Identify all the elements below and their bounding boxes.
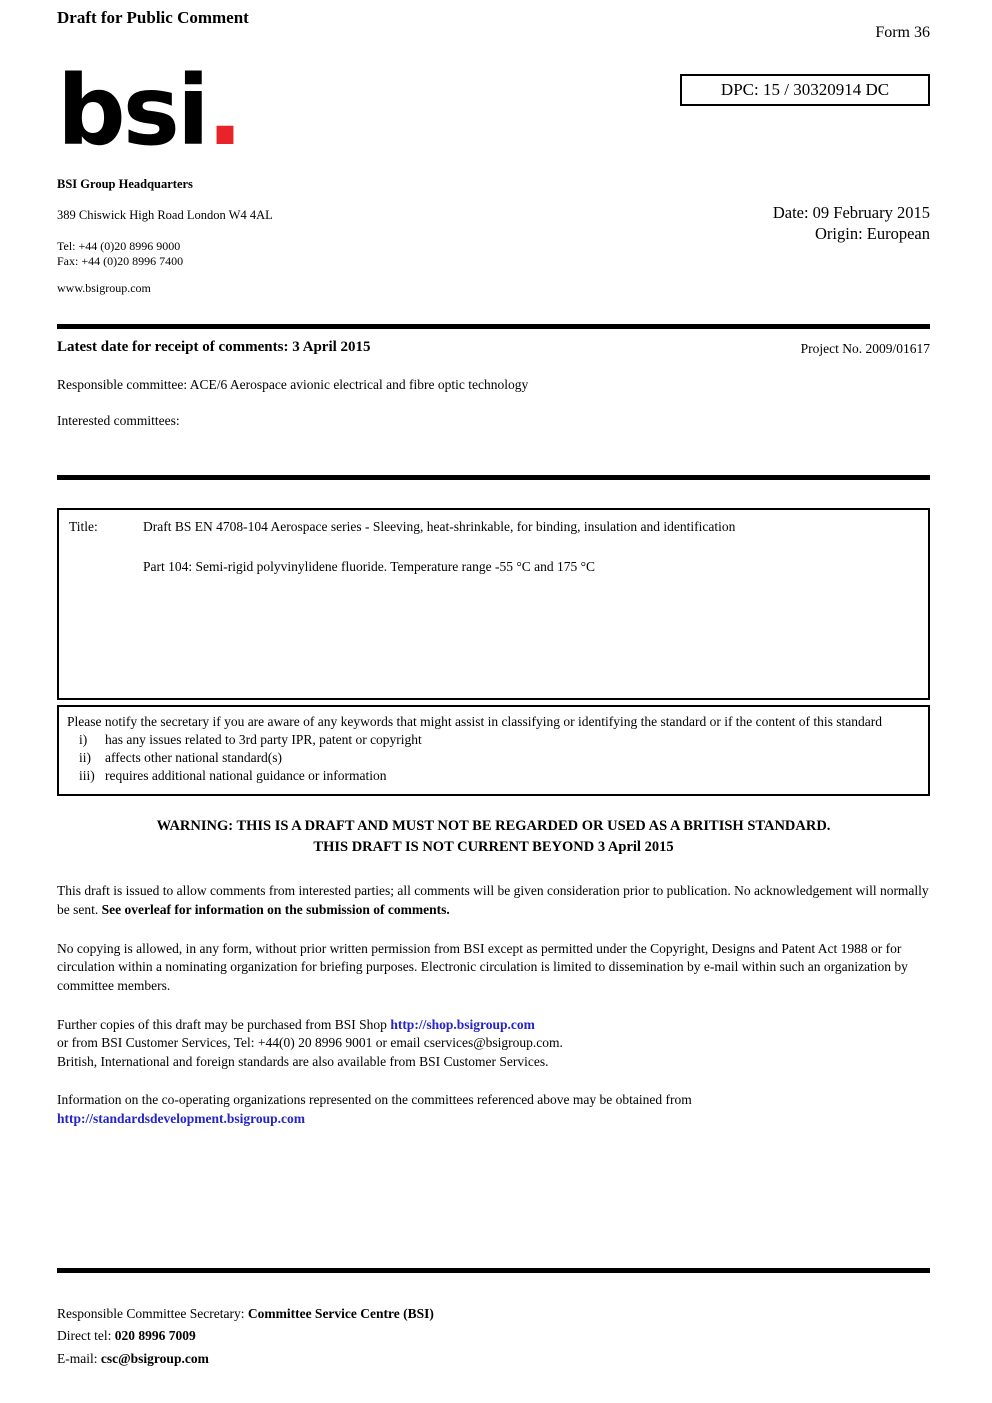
paragraph-further-copies <box>57 1016 930 1072</box>
p3-line-3: British, International and foreign standards are also available from BSI Customer Services. <box>57 1053 549 1069</box>
keywords-notice-box <box>57 705 930 796</box>
comments-deadline-row <box>57 329 930 357</box>
keywords-intro: Please notify the secretary if you are aware of any keywords that might assist in classifying or identifying the standard or if the content of this standard <box>67 714 883 730</box>
paragraph-comments-consideration <box>57 882 930 919</box>
origin-line: Origin: European <box>814 224 930 244</box>
hq-fax: Fax: +44 (0)20 8996 7400 <box>57 254 184 269</box>
email-value: csc@bsigroup.com <box>100 1350 209 1366</box>
direct-tel-line <box>57 1325 930 1347</box>
email-label: E-mail: <box>57 1350 101 1366</box>
bsi-shop-link[interactable]: http://shop.bsigroup.com <box>390 1016 535 1032</box>
bsi-address-block <box>57 55 477 296</box>
title-label: Title: <box>69 519 98 535</box>
interested-committees-line: Interested committees: <box>57 413 180 429</box>
hq-website: www.bsigroup.com <box>57 281 151 296</box>
latest-date-for-comments: Latest date for receipt of comments: 3 April 2015 <box>57 339 371 356</box>
hq-tel: Tel: +44 (0)20 8996 9000 <box>57 239 181 254</box>
hq-title: BSI Group Headquarters <box>57 177 193 192</box>
bsi-logo <box>57 55 477 167</box>
p1-bold-text: See overleaf for information on the submission of comments. <box>101 902 450 918</box>
title-box <box>57 508 930 700</box>
p3-line-2: or from BSI Customer Services, Tel: +44(0) 20 8996 9001 or email cservices@bsigroup.com. <box>57 1035 563 1051</box>
email-line <box>57 1348 930 1370</box>
p3-pre-text: Further copies of this draft may be purchased from BSI Shop <box>57 1016 391 1032</box>
hq-phone-lines <box>57 239 477 269</box>
divider-bar-bottom <box>57 1268 930 1273</box>
keywords-item-1-text: has any issues related to 3rd party IPR, patent or copyright <box>105 732 422 747</box>
standards-development-link[interactable]: http://standardsdevelopment.bsigroup.com <box>57 1111 306 1127</box>
divider-bar-middle <box>57 475 930 480</box>
warning-line-2: THIS DRAFT IS NOT CURRENT BEYOND 3 April 2015 <box>313 839 674 856</box>
direct-tel-value: 020 8996 7009 <box>114 1328 196 1344</box>
p4-pre-text: Information on the co-operating organizations represented on the committees referenced above may be obtained from <box>57 1092 692 1108</box>
title-line-2: Part 104: Semi-rigid polyvinylidene fluoride. Temperature range -55 °C and 175 °C <box>143 559 596 575</box>
p3-line-1 <box>57 1016 930 1035</box>
bsi-logo-dot: . <box>206 55 244 167</box>
paragraph-cooperating-organizations <box>57 1091 930 1128</box>
paragraph-no-copying: No copying is allowed, in any form, without prior written permission from BSI except as permitted under the Copyright, Designs and Patent Act 1988 or for circulation within a nominating organization for briefing purposes. Electronic circulation is limited to dissemination by e-mail within such an organization by committee members. <box>57 940 908 993</box>
keywords-item-3-num: iii) <box>79 767 95 783</box>
secretary-label: Responsible Committee Secretary: <box>57 1306 248 1321</box>
keywords-item-3-text: requires additional national guidance or information <box>105 767 387 783</box>
secretary-value: Committee Service Centre (BSI) <box>247 1306 434 1321</box>
date-origin-block <box>773 202 930 245</box>
p1-normal-text: This draft is issued to allow comments from interested parties; all comments will be given consideration prior to publication. No acknowledgement will normally be sent. <box>57 883 929 918</box>
keywords-item-2 <box>79 749 920 767</box>
responsible-committee-line: Responsible committee: ACE/6 Aerospace avionic electrical and fibre optic technology <box>57 377 529 393</box>
dpc-number-box: DPC: 15 / 30320914 DC <box>680 74 930 106</box>
project-number: Project No. 2009/01617 <box>800 341 930 357</box>
hq-address: 389 Chiswick High Road London W4 4AL <box>57 208 273 223</box>
keywords-item-1 <box>79 731 920 749</box>
title-content <box>143 519 918 689</box>
footer-section <box>57 1268 930 1370</box>
draft-for-public-comment-heading: Draft for Public Comment <box>57 8 249 27</box>
date-line: Date: 09 February 2015 <box>772 203 930 222</box>
form-number: Form 36 <box>875 24 930 41</box>
keywords-item-2-num: ii) <box>79 749 91 765</box>
header-section <box>57 55 930 296</box>
secretary-line <box>57 1303 930 1325</box>
direct-tel-label: Direct tel: <box>57 1328 115 1344</box>
keywords-item-1-num: i) <box>79 732 88 747</box>
draft-warning <box>57 816 930 858</box>
top-header-row <box>57 0 930 42</box>
dpc-date-block <box>680 66 930 296</box>
keywords-item-3 <box>79 767 920 785</box>
keywords-item-2-text: affects other national standard(s) <box>105 749 283 765</box>
title-line-1: Draft BS EN 4708-104 Aerospace series - Sleeving, heat-shrinkable, for binding, insulation and identification <box>143 519 736 535</box>
footer-contact-lines <box>57 1303 930 1370</box>
bsi-logo-text: bsi <box>57 55 207 167</box>
warning-line-1: WARNING: THIS IS A DRAFT AND MUST NOT BE REGARDED OR USED AS A BRITISH STANDARD. <box>156 818 831 835</box>
